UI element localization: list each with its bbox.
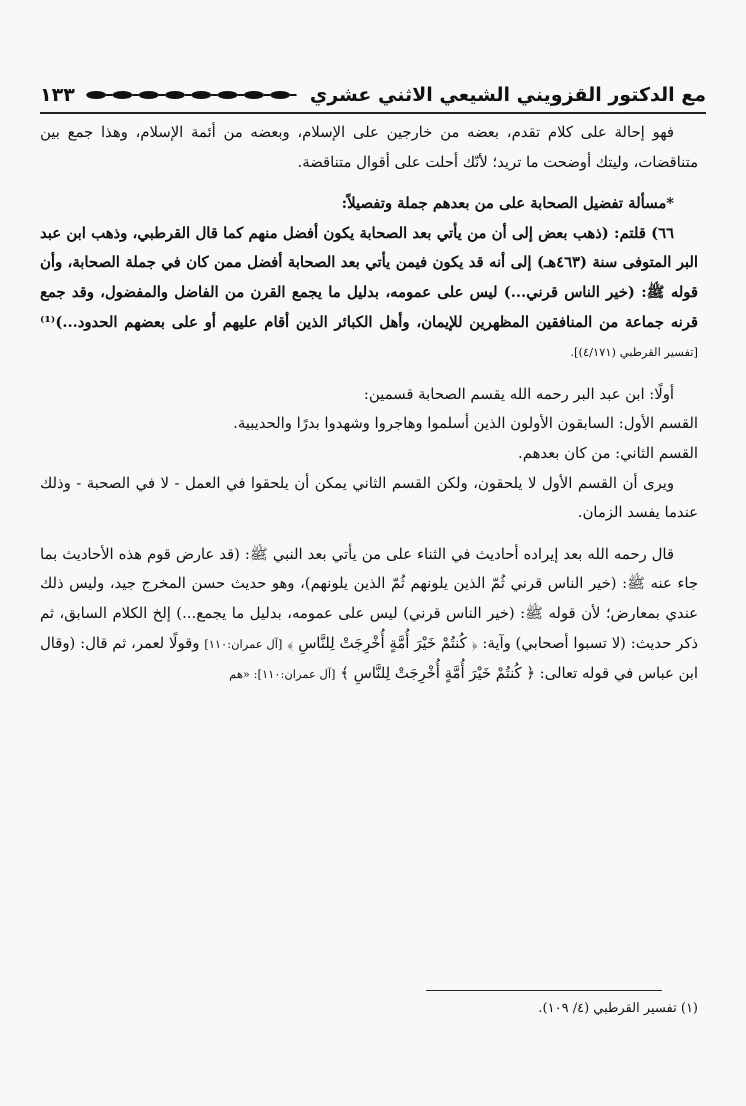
verse-reference: [آل عمران:١١٠] [204,636,283,651]
page-body [40,118,698,690]
paragraph: ويرى أن القسم الأول لا يلحقون، ولكن القسم الثاني يمكن أن يلحقوا في العمل - لا في الصحبة - وذلك عندما يفسد الزمان. [40,474,698,522]
paragraph-text: وقولًا لعمر، ثم قال: (وقال ابن عباس في قوله تعالى: ﴿ كُنتُمْ خَيْرَ أُمَّةٍ أُخْرِجَتْ لِلنَّاسِ ﴾ [40,634,698,683]
paragraph [40,540,698,690]
paragraph: القسم الثاني: من كان بعدهم. [518,444,698,462]
verse-reference: [آل عمران:١١٠]: «هم [229,667,336,682]
quoted-claim [40,219,698,368]
paragraph: القسم الأول: السابقون الأولون الذين أسلموا وهاجروا وشهدوا بدرًا والحديبية. [233,415,698,433]
page-header [40,78,706,114]
footnote-divider [426,990,662,991]
header-ornament [83,88,302,102]
section-heading: *مسألة تفضيل الصحابة على من بعدهم جملة وتفصيلاً: [341,195,674,213]
running-title: مع الدكتور القزويني الشيعي الاثني عشري [309,84,706,106]
quoted-claim-text: ٦٦) قلتم: (ذهب بعض إلى أن من يأتي بعد الصحابة يكون أفضل منهم كما قال القرطبي، وذهب ابن عبد البر المتوفى سنة (٤٦٣هـ) إلى أنه قد يكون فيمن يأتي بعد الصحابة أفضل ممن كان في جملة الصحابة، وأن قوله ﷺ: (خير الناس قرني...) ليس على عمومه، بدليل ما يجمع القرن من الفاضل والمفضول، وقد جمع قرنه جماعة من المنافقين المظهرين للإيمان، وأهل الكبائر الذين أقام عليهم أو على بعضهم الحدود...)⁽¹⁾ [40,224,698,331]
paragraph: أولًا: ابن عبد البر رحمه الله يقسم الصحابة قسمين: [363,385,674,403]
paragraph-text: قال رحمه الله بعد إيراده أحاديث في الثناء على من يأتي بعد النبي ﷺ: (قد عارض قوم هذه الأحاديث بما جاء عنه ﷺ: (خير الناس قرني ثُمّ الذين يلونهم ثُمّ الذين يلونهم)، وهو حديث حسن المخرج جيد، وليس ذلك عندي بمعارض؛ لأن قوله ﷺ: (خير الناس قرني) ليس على عمومه، بدليل ما يجمع...) إلخ الكلام السابق، ثم ذكر حديث: (لا تسبوا أصحابي) وآية: ﴿ كُنتُمْ خَيْرَ أُمَّةٍ أُخْرِجَتْ لِلنَّاسِ ﴾ [40,545,698,652]
footnote: (١) تفسير القرطبي (٤/ ١٠٩). [538,1001,698,1016]
citation: [تفسير القرطبي (٤/١٧١)]. [570,345,698,360]
paragraph: فهو إحالة على كلام تقدم، بعضه من خارجين على الإسلام، وبعضه من أئمة الإسلام، وهذا جمع بين متناقضات، وليتك أوضحت ما تريد؛ لأنّك أحلت على أقوال متناقضة. [40,124,698,171]
page-number: ١٣٣ [40,84,75,106]
